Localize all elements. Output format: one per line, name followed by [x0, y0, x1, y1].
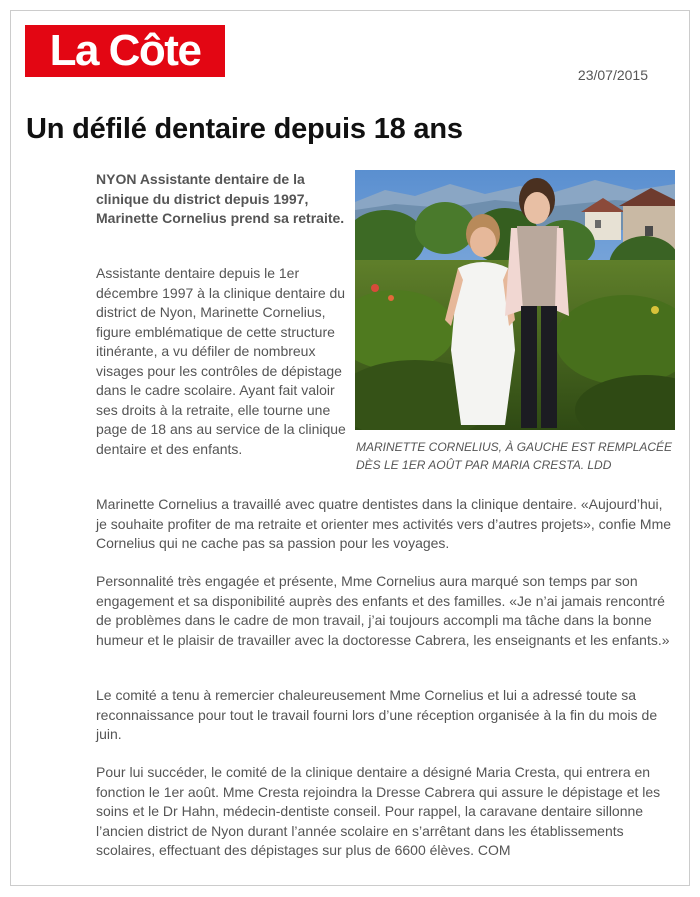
article-paragraph-2: Marinette Cornelius a travaillé avec quatre dentistes dans la clinique dentaire. «Aujourd’hui, je souhaite profiter de ma retraite et orienter mes activités vers d’autres projets», confie Mme Cornelius qui ne cache pas sa passion pour les voyages. — [96, 496, 672, 551]
article-lead: NYON Assistante dentaire de la clinique du district depuis 1997, Marinette Cornelius prend sa retraite. — [96, 171, 345, 226]
article-headline: Un défilé dentaire depuis 18 ans — [26, 113, 463, 145]
photo-caption: MARINETTE CORNELIUS, À GAUCHE EST REMPLACÉE DÈS LE 1ER AOÛT PAR MARIA CRESTA. LDD — [356, 440, 673, 472]
article-paragraph-5: Pour lui succéder, le comité de la clinique dentaire a désigné Maria Cresta, qui entrera en fonction le 1er août. Mme Cresta rejoindra la Dresse Cabrera qui assure le dépistage et les soins et le Dr Hahn, médecin-dentiste conseil. Pour rappel, la caravane dentaire sillonne l’ancien district de Nyon durant l’année scolaire en s’arrêtant dans les établissements scolaires, effectuant des dépistages sur plus de 6600 élèves. COM — [96, 764, 661, 858]
article-photo — [355, 170, 675, 430]
article-date: 23/07/2015 — [577, 67, 648, 83]
article-paragraph-4: Le comité a tenu à remercier chaleureusement Mme Cornelius et lui a adressé toute sa reconnaissance pour tout le travail fourni lors d’une réception organisée à la fin du mois de juin. — [96, 687, 658, 742]
article-paragraph-3: Personnalité très engagée et présente, Mme Cornelius aura marqué son temps par son engagement et sa disponibilité auprès des enfants et des familles. «Je n’ai jamais rencontré de problèmes dans le cadre de mon travail, j’ai toujours accompli ma tâche dans la bonne humeur et le plaisir de travailler avec la doctoresse Cabrera, les enseignants et les enfants.» — [96, 573, 670, 648]
article-paragraph-1: Assistante dentaire depuis le 1er décembre 1997 à la clinique dentaire du district de Nyon, Marinette Cornelius, figure emblématique de cette structure itinérante, a vu défiler de nombreux visages pour les contrôles de dépistage dans le cadre scolaire. Ayant fait valoir ses droits à la retraite, elle tourne une page de 18 ans au service de la clinique dentaire et des enfants. — [96, 265, 346, 457]
la-cote-logo: La Côte — [25, 25, 225, 77]
